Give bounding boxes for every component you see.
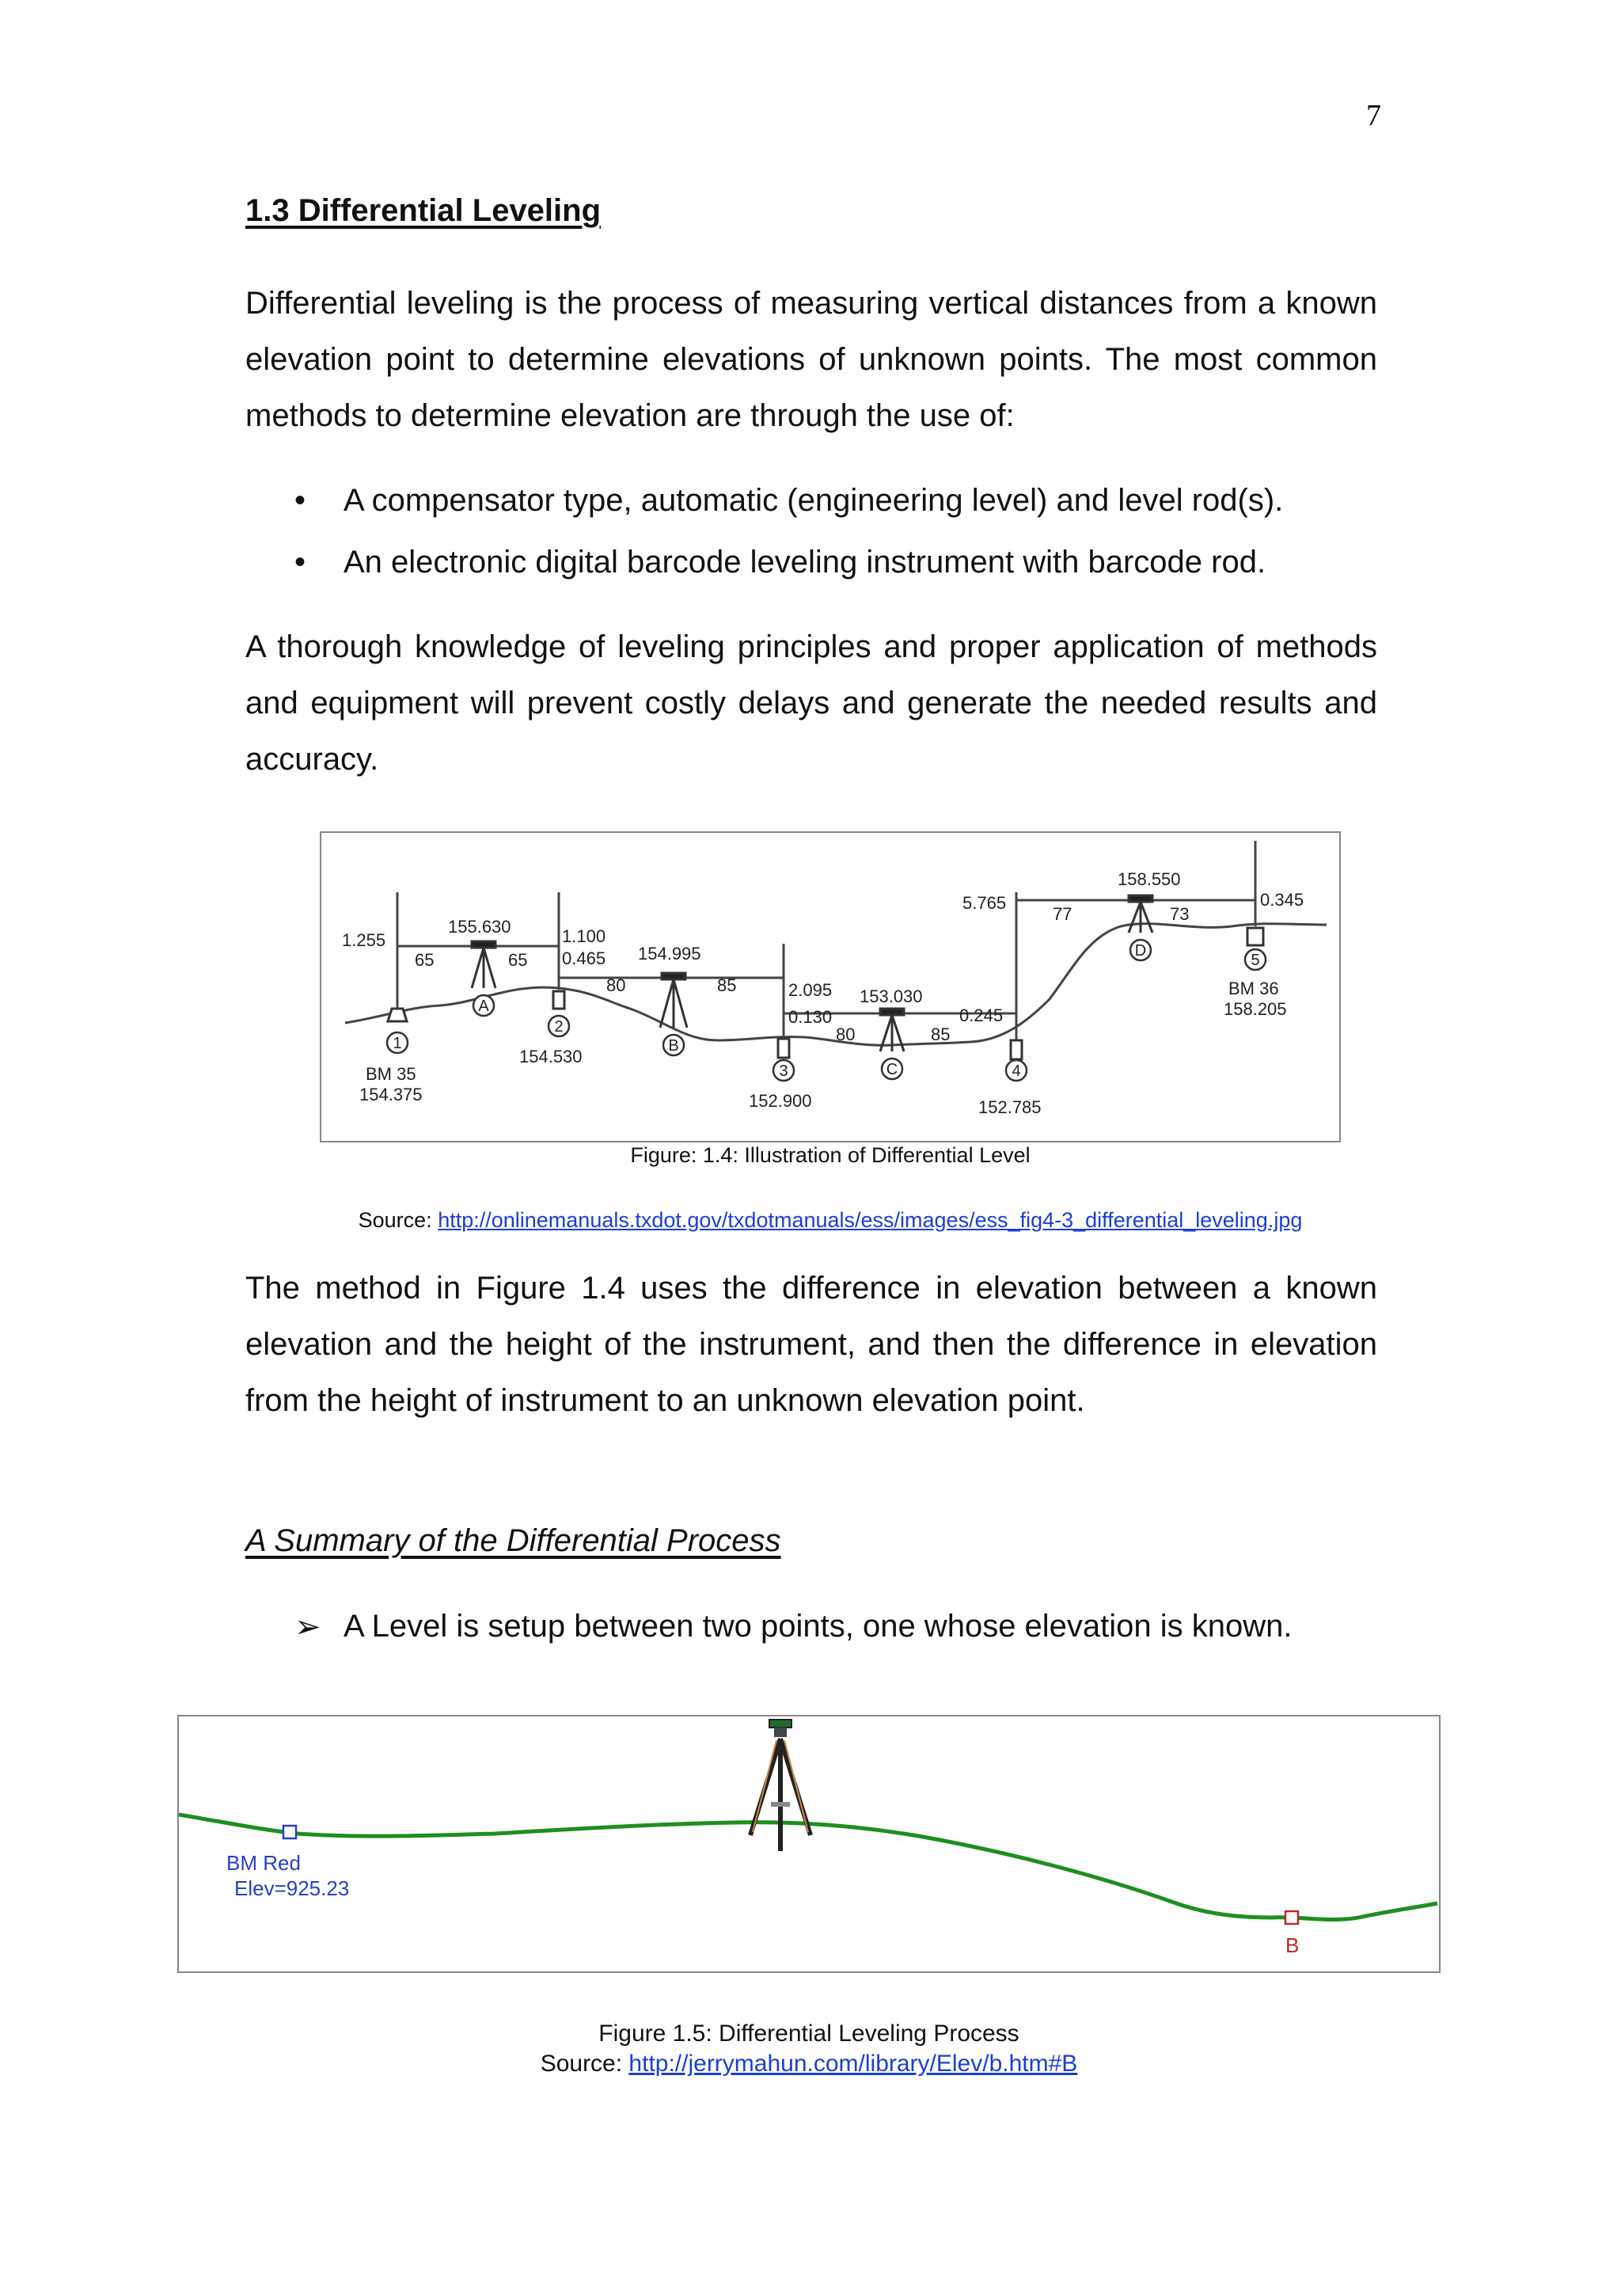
svg-text:85: 85 <box>717 975 737 995</box>
svg-text:85: 85 <box>931 1024 951 1044</box>
svg-text:77: 77 <box>1053 904 1072 924</box>
svg-text:A: A <box>478 998 489 1015</box>
svg-text:158.205: 158.205 <box>1224 999 1287 1019</box>
figure-1-5-source-link[interactable]: http://jerrymahun.com/library/Elev/b.htm#B <box>628 2051 1078 2077</box>
svg-text:D: D <box>1134 942 1147 960</box>
leveling-process-diagram <box>179 1716 1439 1971</box>
point-b-marker-icon <box>1285 1911 1298 1924</box>
svg-text:154.530: 154.530 <box>519 1047 583 1066</box>
svg-text:5: 5 <box>1251 952 1260 969</box>
svg-text:BM 36: BM 36 <box>1228 979 1279 998</box>
leveling-process-figure <box>177 1715 1441 1973</box>
svg-text:65: 65 <box>415 950 435 970</box>
instrument-b-icon <box>660 973 687 1028</box>
page-number: 7 <box>1366 99 1381 132</box>
bullet-dot-icon: • <box>294 545 306 580</box>
svg-text:B: B <box>668 1037 679 1055</box>
figure-1-5-source: Source: http://jerrymahun.com/library/Elev/b.htm#B <box>540 2051 1078 2077</box>
svg-text:152.785: 152.785 <box>978 1097 1042 1117</box>
differential-level-figure <box>320 831 1341 1142</box>
svg-text:153.030: 153.030 <box>860 986 923 1006</box>
figure-1-5-caption: Figure 1.5: Differential Leveling Process <box>598 2020 1019 2047</box>
turning-point-3-icon <box>778 1039 789 1058</box>
svg-text:4: 4 <box>1012 1062 1021 1080</box>
svg-text:155.630: 155.630 <box>448 917 511 937</box>
section-heading: 1.3 Differential Leveling <box>245 193 602 228</box>
svg-text:1.255: 1.255 <box>342 930 386 950</box>
svg-text:65: 65 <box>508 950 528 970</box>
svg-text:1: 1 <box>393 1035 402 1052</box>
intro-paragraph: Differential leveling is the process of measuring vertical distances from a known elevation point to determine elevations of unknown points. The most common methods to determine elevation are through the use of: <box>245 286 1377 433</box>
turning-point-4-icon <box>1011 1040 1022 1059</box>
svg-text:152.900: 152.900 <box>749 1091 812 1111</box>
instrument-d-icon <box>1129 895 1152 933</box>
bm-red-marker-icon <box>283 1826 296 1838</box>
svg-text:2: 2 <box>554 1018 564 1036</box>
svg-text:0.465: 0.465 <box>562 948 606 968</box>
knowledge-paragraph: A thorough knowledge of leveling principles and proper application of methods and equipment will prevent costly delays and generate the needed results and accuracy. <box>245 629 1377 777</box>
svg-text:C: C <box>886 1061 898 1078</box>
svg-text:0.245: 0.245 <box>959 1005 1004 1025</box>
svg-text:80: 80 <box>606 975 626 995</box>
svg-text:2.095: 2.095 <box>788 980 833 1000</box>
bullet-dot-icon: • <box>294 483 306 518</box>
svg-text:158.550: 158.550 <box>1118 869 1181 889</box>
level-tripod-icon <box>750 1720 810 1851</box>
svg-text:154.995: 154.995 <box>638 944 701 964</box>
bm-red-label: BM Red <box>226 1851 301 1875</box>
svg-text:0.345: 0.345 <box>1260 890 1304 910</box>
point-b-label: B <box>1285 1933 1300 1957</box>
benchmark-35-icon <box>388 1009 407 1021</box>
instrument-a-icon <box>472 941 495 988</box>
summary-heading: A Summary of the Differential Process <box>245 1523 781 1558</box>
svg-text:80: 80 <box>836 1024 856 1044</box>
arrow-bullet-icon: ➢ <box>294 1610 321 1644</box>
svg-text:73: 73 <box>1170 904 1190 924</box>
svg-text:5.765: 5.765 <box>962 893 1007 913</box>
figure-1-4-source: Source: http://onlinemanuals.txdot.gov/txdotmanuals/ess/images/ess_fig4-3_differential_leveling.jpg <box>358 1208 1303 1232</box>
differential-level-diagram <box>321 833 1339 1141</box>
figure-1-4-source-link[interactable]: http://onlinemanuals.txdot.gov/txdotmanuals/ess/images/ess_fig4-3_differential_leveling.jpg <box>438 1208 1303 1232</box>
bm-red-elevation: Elev=925.23 <box>234 1876 350 1900</box>
svg-text:3: 3 <box>779 1062 788 1080</box>
svg-text:0.130: 0.130 <box>788 1007 833 1027</box>
svg-text:1.100: 1.100 <box>562 926 606 946</box>
svg-text:BM 35: BM 35 <box>366 1064 416 1084</box>
turning-point-2-icon <box>553 991 564 1009</box>
benchmark-36-icon <box>1247 928 1263 945</box>
svg-text:154.375: 154.375 <box>359 1085 423 1104</box>
method-paragraph: The method in Figure 1.4 uses the difference in elevation between a known elevation and the height of the instrument, and then the difference in elevation from the height of instrument to an unknown elevation point. <box>245 1271 1377 1418</box>
figure-1-4-caption: Figure: 1.4: Illustration of Differential Level <box>630 1143 1031 1167</box>
